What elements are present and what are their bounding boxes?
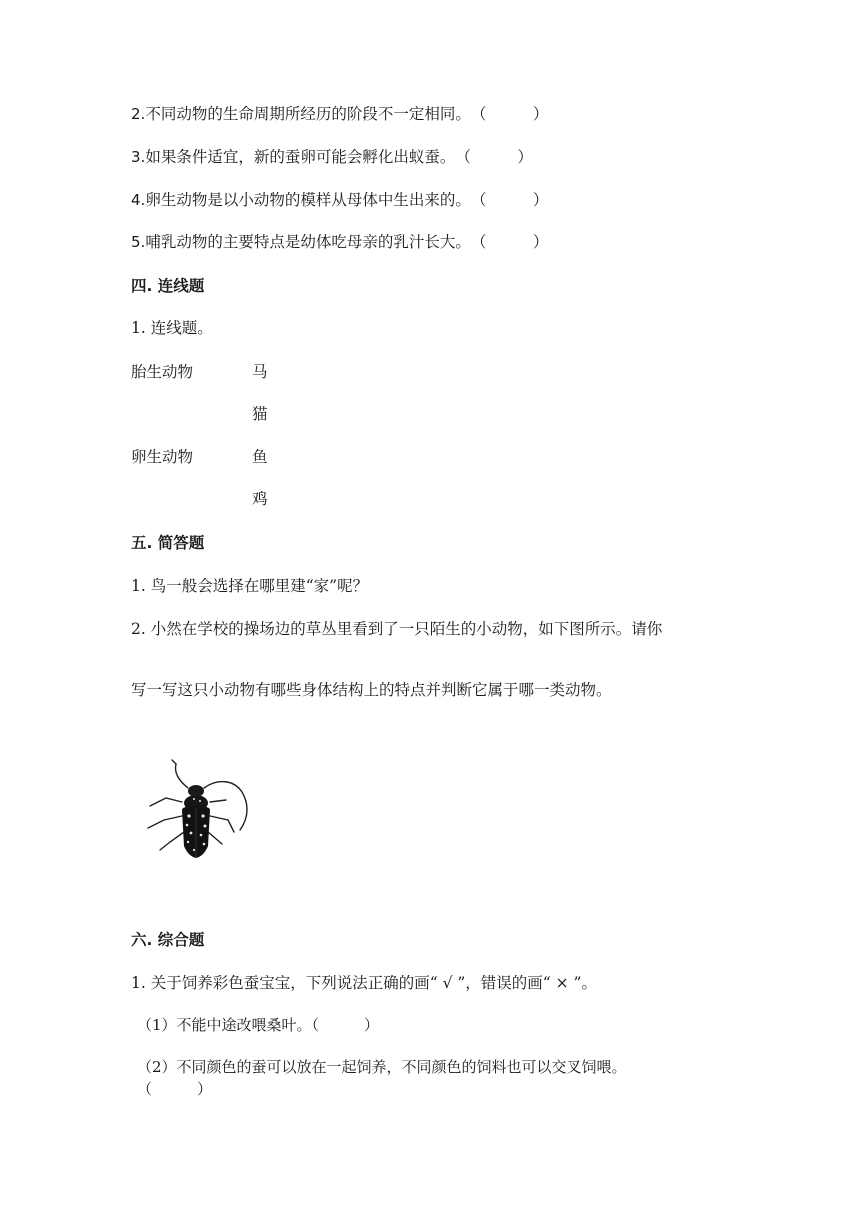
match-right-chicken[interactable]: 鸡 <box>252 490 268 508</box>
section-heading-comprehensive: 六. 综合题 <box>131 931 205 949</box>
item-text: 不同动物的生命周期所经历的阶段不一定相同。 <box>145 105 471 123</box>
judge-item-3 <box>131 147 533 167</box>
section-heading-short-answer: 五. 简答题 <box>131 534 205 552</box>
answer-blank[interactable]: （ ） <box>455 148 533 166</box>
item-number: 5. <box>131 233 146 251</box>
item-text: 如果条件适宜，新的蚕卵可能会孵化出蚁蚕。 <box>145 148 456 166</box>
short-answer-q2-line1: 2. 小然在学校的操场边的草丛里看到了一只陌生的小动物，如下图所示。请你 <box>131 620 663 638</box>
short-answer-q1: 1. 鸟一般会选择在哪里建“家”呢？ <box>131 577 369 595</box>
item-text: 哺乳动物的主要特点是幼体吃母亲的乳汁长大。 <box>145 233 471 251</box>
match-right-fish[interactable]: 鱼 <box>252 448 268 466</box>
item-text: 卵生动物是以小动物的模样从母体中生出来的。 <box>145 191 471 209</box>
answer-blank[interactable]: （ ） <box>470 105 549 123</box>
match-left-viviparous[interactable]: 胎生动物 <box>131 363 194 381</box>
judge-item-5 <box>131 232 548 252</box>
match-right-cat[interactable]: 猫 <box>252 405 268 423</box>
answer-blank[interactable]: （ ） <box>470 233 549 251</box>
beetle-illustration-icon <box>138 758 256 866</box>
comprehensive-sub1: （1）不能中途改喂桑叶。（ ） <box>137 1016 380 1034</box>
judge-item-2 <box>131 104 548 124</box>
section-heading-matching: 四. 连线题 <box>131 277 205 295</box>
short-answer-q2-line2: 写一写这只小动物有哪些身体结构上的特点并判断它属于哪一类动物。 <box>131 681 612 699</box>
match-right-horse[interactable]: 马 <box>252 363 268 381</box>
answer-blank[interactable]: （ ） <box>470 191 549 209</box>
comprehensive-sub2-line1: （2）不同颜色的蚕可以放在一起饲养，不同颜色的饲料也可以交叉饲喂。 <box>137 1058 627 1076</box>
item-number: 4. <box>131 191 146 209</box>
judge-item-4 <box>131 190 548 210</box>
match-left-oviparous[interactable]: 卵生动物 <box>131 448 194 466</box>
comprehensive-sub2-answer-blank[interactable]: （ ） <box>137 1080 213 1098</box>
matching-question: 1. 连线题。 <box>131 319 213 337</box>
comprehensive-q1: 1. 关于饲养彩色蚕宝宝，下列说法正确的画“ √ ”，错误的画“ × ”。 <box>131 974 597 992</box>
item-number: 2. <box>131 105 146 123</box>
item-number: 3. <box>131 148 146 166</box>
